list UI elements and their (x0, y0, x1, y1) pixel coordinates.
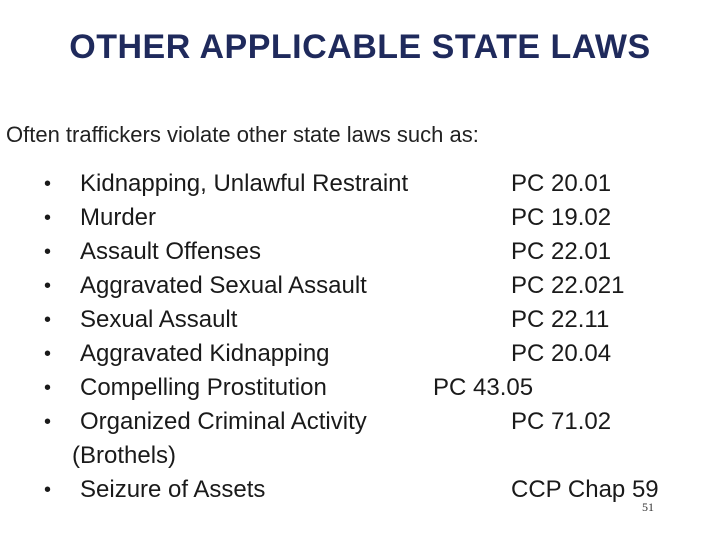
law-list-item (0, 201, 720, 235)
penal-code: PC 19.02 (511, 204, 612, 231)
law-name: Sexual Assault (80, 306, 238, 333)
law-list-item (0, 473, 720, 507)
law-name: Aggravated Kidnapping (80, 340, 330, 367)
penal-code: CCP Chap 59 (511, 476, 659, 503)
bullet-icon: • (44, 309, 52, 331)
bullet-icon: • (44, 479, 52, 501)
law-list-item (0, 303, 720, 337)
intro-text: Often traffickers violate other state laws such as: (6, 122, 479, 147)
penal-code: PC 20.04 (511, 340, 612, 367)
law-list-item-continuation (0, 439, 720, 473)
slide-title: OTHER APPLICABLE STATE LAWS (69, 28, 651, 66)
law-list-item (0, 371, 720, 405)
bullet-icon: • (44, 275, 52, 297)
page-number: 51 (642, 500, 654, 514)
bullet-icon: • (44, 207, 52, 229)
penal-code: PC 22.11 (511, 306, 610, 333)
law-name: Kidnapping, Unlawful Restraint (80, 170, 409, 197)
law-list-item (0, 337, 720, 371)
law-name: Seizure of Assets (80, 476, 266, 503)
law-list-item (0, 405, 720, 439)
law-name: Aggravated Sexual Assault (80, 272, 367, 299)
law-name: (Brothels) (72, 442, 177, 469)
bullet-icon: • (44, 343, 52, 365)
penal-code: PC 20.01 (511, 170, 612, 197)
law-name: Compelling Prostitution (80, 374, 327, 401)
bullet-icon: • (44, 411, 52, 433)
law-list-item (0, 167, 720, 201)
bullet-icon: • (44, 377, 52, 399)
bullet-icon: • (44, 241, 52, 263)
penal-code: PC 22.021 (511, 272, 625, 299)
penal-code: PC 43.05 (433, 374, 534, 401)
law-list-item (0, 269, 720, 303)
penal-code: PC 71.02 (511, 408, 612, 435)
penal-code: PC 22.01 (511, 238, 612, 265)
law-list-item (0, 235, 720, 269)
law-name: Murder (80, 204, 157, 231)
bullet-icon: • (44, 173, 52, 195)
law-name: Assault Offenses (80, 238, 261, 265)
law-name: Organized Criminal Activity (80, 408, 367, 435)
